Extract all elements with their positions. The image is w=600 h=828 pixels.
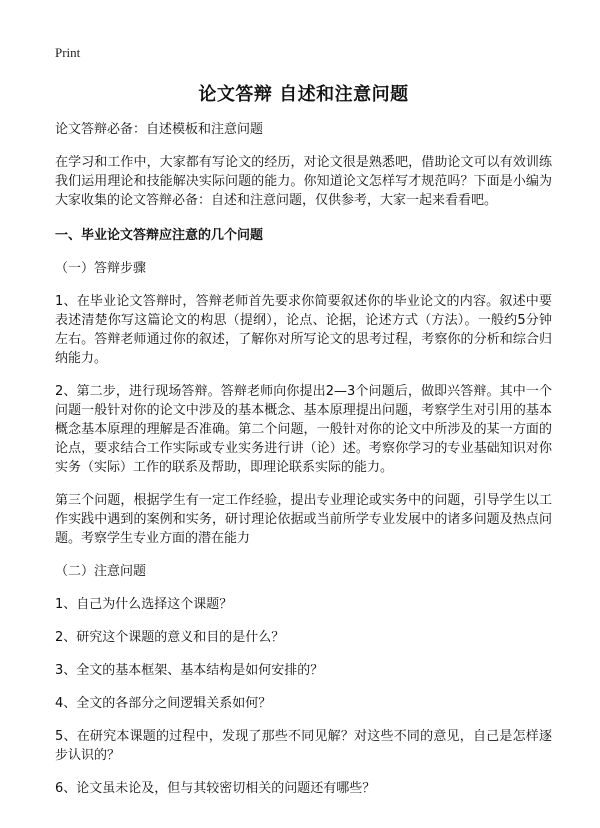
- step-2-paragraph: 2、第二步，进行现场答辩。答辩老师向你提出2—3个问题后，做即兴答辩。其中一个问题一般针对你的论文中涉及的基本概念、基本原理提出问题，考察学生对引用的基本概念基本原理的理解是否准确。第二个问题，一般针对你的论文中所涉及的某一方面的论点，要求结合工作实际或专业实务进行讲（论）述。考察你学习的专业基础知识对你实务（实际）工作的联系及帮助，即理论联系实际的能力。: [55, 384, 552, 475]
- step-1-paragraph: 1、在毕业论文答辩时，答辩老师首先要求你简要叙述你的毕业论文的内容。叙述中要表述清楚你写这篇论文的构思（提纲），论点、论据，论述方式（方法）。一般约5分钟左右。答辩老师通过你的叙述，了解你对所写论文的思考过程，考察你的分析和综合归纳能力。: [55, 294, 552, 366]
- subtitle: 论文答辩必备：自述模板和注意问题: [55, 122, 264, 137]
- question-item: 1、自己为什么选择这个课题？: [55, 597, 233, 612]
- question-item: 6、论文虽未论及，但与其较密切相关的问题还有哪些？: [55, 781, 376, 796]
- document-body: [55, 120, 552, 798]
- question-item: 4、全文的各部分之间逻辑关系如何？: [55, 696, 272, 711]
- question-item: 3、全文的基本框架、基本结构是如何安排的？: [55, 663, 324, 678]
- sub-heading-issues: （二）注意问题: [55, 564, 147, 579]
- section-heading-1: 一、毕业论文答辩应注意的几个问题: [55, 228, 264, 243]
- question-item: 2、研究这个课题的意义和目的是什么？: [55, 630, 285, 645]
- sub-heading-steps: （一）答辩步骤: [55, 261, 147, 276]
- intro-paragraph: 在学习和工作中，大家都有写论文的经历，对论文很是熟悉吧，借助论文可以有效训练我们运用理论和技能解决实际问题的能力。你知道论文怎样写才规范吗？下面是小编为大家收集的论文答辩必备：自述和注意问题，仅供参考，大家一起来看看吧。: [55, 155, 552, 208]
- print-link[interactable]: Print: [55, 45, 81, 60]
- question-item: 5、在研究本课题的过程中，发现了那些不同见解？对这些不同的意见，自己是怎样逐步认识的？: [55, 729, 552, 763]
- page-title: 论文答辩 自述和注意问题: [198, 84, 409, 105]
- step-3-paragraph: 第三个问题，根据学生有一定工作经验，提出专业理论或实务中的问题，引导学生以工作实践中遇到的案例和实务，研讨理论依据或当前所学专业发展中的诸多问题及热点问题。考察学生专业方面的潜在能力: [55, 493, 552, 546]
